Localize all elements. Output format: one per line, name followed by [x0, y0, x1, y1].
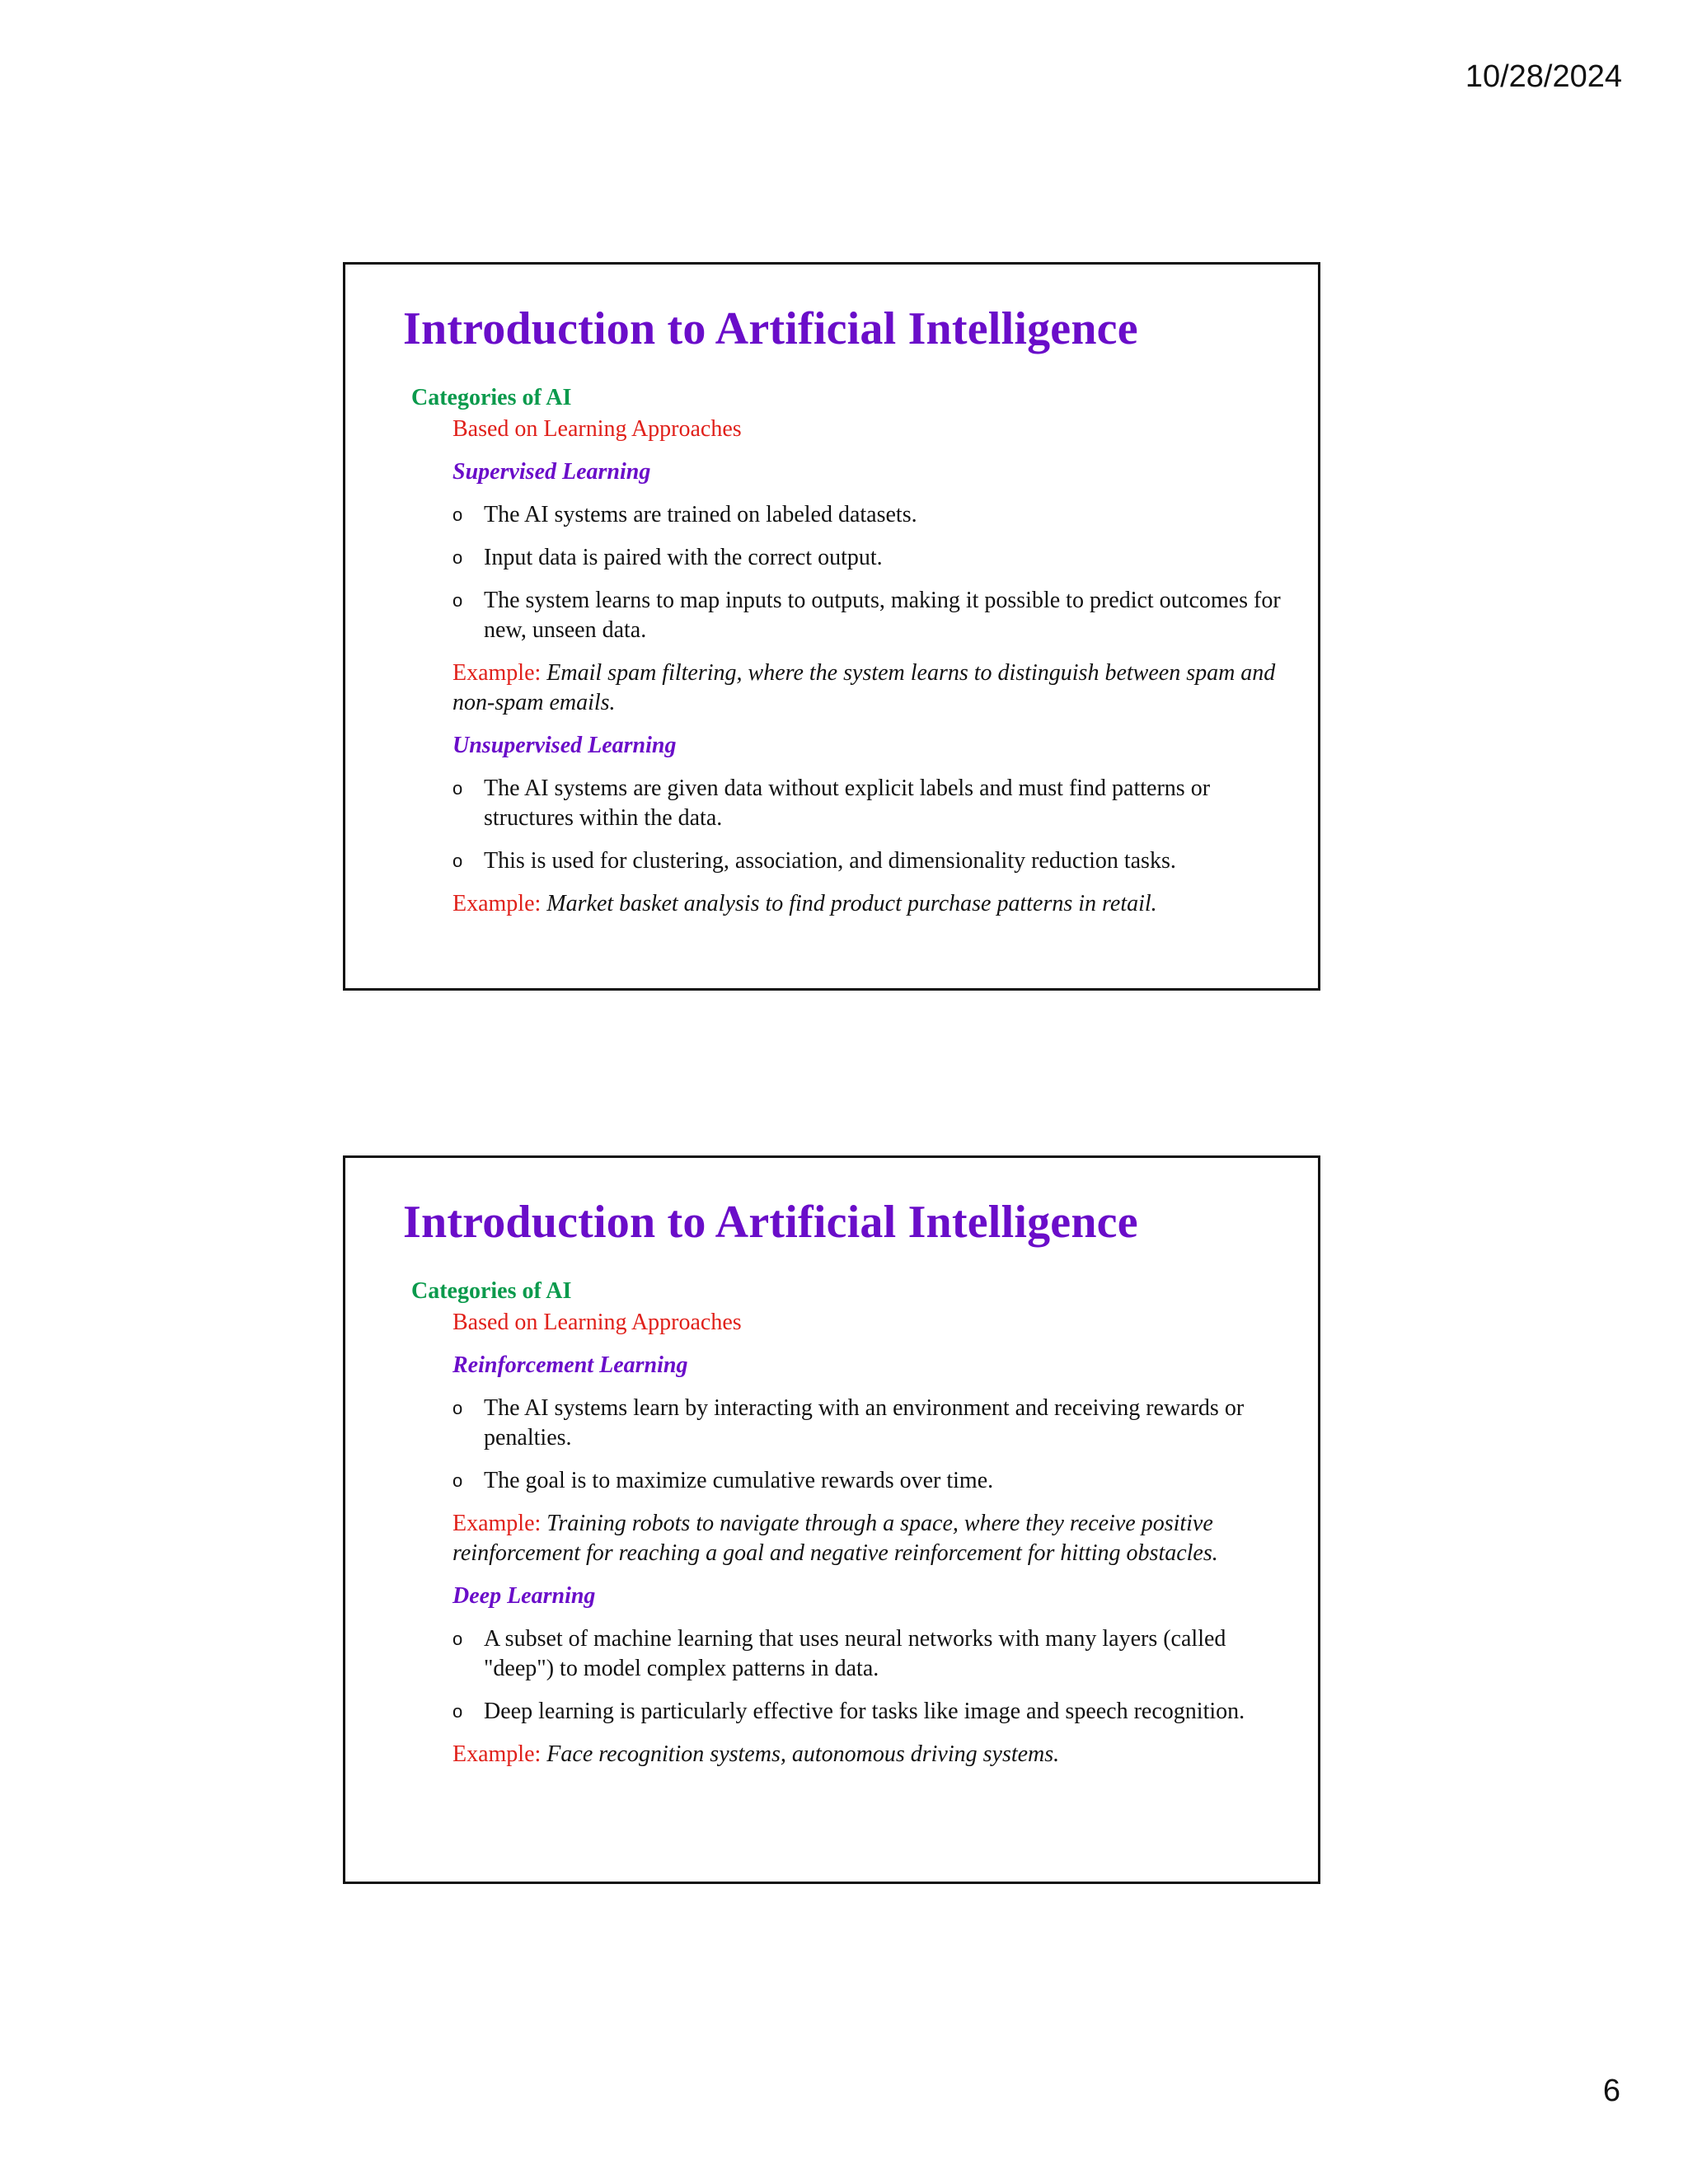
list-item — [452, 1394, 1282, 1453]
slide-content — [403, 304, 1285, 932]
list-item — [452, 1697, 1282, 1727]
slide-body — [452, 415, 1285, 919]
list-item — [452, 500, 1282, 530]
bullet-text: The AI systems are given data without explicit labels and must find patterns or structures within the data. — [484, 775, 1211, 831]
example-text: Market basket analysis to find product purchase patterns in retail. — [546, 890, 1157, 916]
slide-content — [403, 1197, 1285, 1783]
slide-2 — [343, 1155, 1320, 1884]
list-item — [452, 846, 1282, 876]
bullet-text: The AI systems are trained on labeled datasets. — [484, 501, 917, 527]
approach-subheading: Based on Learning Approaches — [452, 1309, 742, 1335]
bullet-marker: o — [452, 546, 463, 568]
bullet-list — [452, 1394, 1285, 1496]
slide-title: Introduction to Artificial Intelligence — [403, 1197, 1138, 1248]
example-label: Example: — [452, 1741, 542, 1767]
example — [452, 1740, 1285, 1769]
page-number: 6 — [1602, 2074, 1620, 2108]
bullet-marker: o — [452, 1469, 463, 1491]
section-heading-supervised: Supervised Learning — [452, 458, 651, 485]
example — [452, 1509, 1285, 1568]
example-label: Example: — [452, 1510, 542, 1536]
bullet-marker: o — [452, 850, 463, 871]
example-label: Example: — [452, 890, 542, 916]
bullet-text: A subset of machine learning that uses neural networks with many layers (called "deep") to model complex patterns in data. — [484, 1625, 1226, 1681]
category-heading: Categories of AI — [411, 384, 572, 410]
slide-body — [452, 1308, 1285, 1769]
bullet-marker: o — [452, 777, 463, 799]
section-heading-reinforcement: Reinforcement Learning — [452, 1352, 688, 1378]
bullet-text: The system learns to map inputs to outputs, making it possible to predict outcomes for new, unseen data. — [484, 587, 1281, 643]
example-text: Email spam filtering, where the system learns to distinguish between spam and non-spam emails. — [452, 659, 1276, 715]
example — [452, 658, 1285, 718]
list-item — [452, 1466, 1282, 1496]
example-text: Training robots to navigate through a space, where they receive positive reinforcement for reaching a goal and negative reinforcement for hitting obstacles. — [452, 1510, 1218, 1566]
section-heading-deep-learning: Deep Learning — [452, 1582, 596, 1609]
bullet-text: Deep learning is particularly effective for tasks like image and speech recognition. — [484, 1698, 1245, 1724]
list-item — [452, 1624, 1282, 1684]
example — [452, 889, 1285, 919]
bullet-marker: o — [452, 1397, 463, 1418]
bullet-text: This is used for clustering, association, and dimensionality reduction tasks. — [484, 847, 1176, 874]
list-item — [452, 586, 1282, 645]
example-label: Example: — [452, 659, 542, 686]
bullet-marker: o — [452, 1628, 463, 1649]
category-heading: Categories of AI — [411, 1277, 572, 1304]
slide-title: Introduction to Artificial Intelligence — [403, 303, 1138, 354]
bullet-marker: o — [452, 1700, 463, 1722]
bullet-marker: o — [452, 504, 463, 525]
bullet-text: Input data is paired with the correct output. — [484, 544, 883, 570]
bullet-text: The goal is to maximize cumulative rewards over time. — [484, 1467, 994, 1493]
bullet-list — [452, 774, 1285, 876]
section-heading-unsupervised: Unsupervised Learning — [452, 732, 677, 758]
bullet-list — [452, 500, 1285, 645]
bullet-text: The AI systems learn by interacting with an environment and receiving rewards or penalties. — [484, 1394, 1245, 1451]
slide-1 — [343, 262, 1320, 991]
approach-subheading: Based on Learning Approaches — [452, 415, 742, 442]
bullet-list — [452, 1624, 1285, 1727]
page-date: 10/28/2024 — [1465, 59, 1622, 94]
list-item — [452, 543, 1282, 573]
list-item — [452, 774, 1282, 833]
bullet-marker: o — [452, 589, 463, 611]
example-text: Face recognition systems, autonomous driving systems. — [546, 1741, 1060, 1767]
